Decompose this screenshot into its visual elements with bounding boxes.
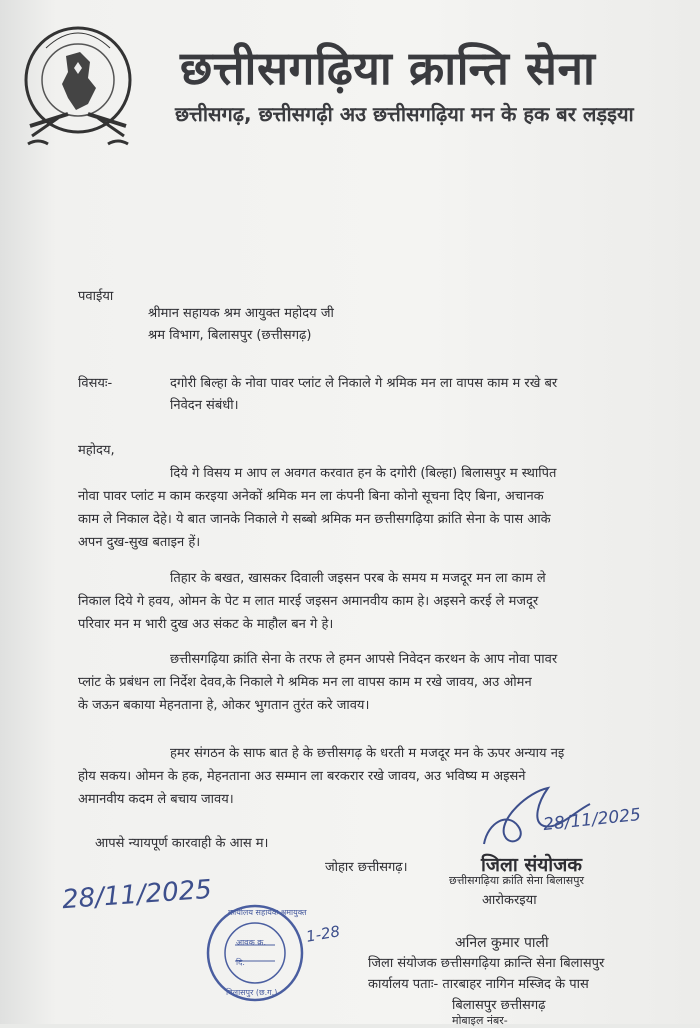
stamp-ring-text: कार्यालय सहायक श्रमायुक्त — [228, 908, 307, 917]
paragraph-line: काम ले निकाल देहे। ये बात जानके निकाले गे सब्बो श्रमिक मन छत्तीसगढ़िया क्रांति सेना के पास आके — [78, 512, 551, 527]
paragraph-line: अपन दुख-सुख बताइन हें। — [78, 535, 201, 550]
signatory-name: अनिल कुमार पाली — [455, 935, 549, 951]
paragraph-3 — [78, 648, 557, 717]
paragraph-line: निकाल दिये गे हवय, ओमन के पेट म लात मारई जइसन अमानवीय काम हे। अइसने करई ले मजदूर — [78, 594, 539, 609]
paragraph-line: दिये गे विसय म आप ल अवगत करवात हन के दगोरी (बिल्हा) बिलासपुर म स्थापित — [170, 466, 557, 481]
handwritten-date: 28/11/2025 — [61, 874, 213, 916]
paragraph-1 — [78, 462, 556, 554]
subject-line-1: दगोरी बिल्हा के नोवा पावर प्लांट ले निकाले गे श्रमिक मन ला वापस काम म रखे बर — [170, 376, 558, 391]
paragraph-line: अमानवीय कदम ले बचाय जावय। — [78, 792, 234, 807]
paragraph-line: होय सकय। ओमन के हक, मेहनताना अउ सम्मान ला बरकरार रखे जावय, अउ भविष्य म अइसने — [78, 769, 526, 784]
paragraph-line: के जऊन बकाया मेहनताना हे, ओकर भुगतान तुरंत करे जावय। — [78, 698, 370, 713]
organization-name: छत्तीसगढ़िया क्रान्ति सेना — [180, 41, 596, 95]
organization-tagline: छत्तीसगढ़, छत्तीसगढ़ी अउ छत्तीसगढ़िया मन के हक बर लड़इया — [175, 102, 634, 126]
recipient-line-1: श्रीमान सहायक श्रम आयुक्त महोदय जी — [148, 306, 334, 321]
signature-date: 28/11/2025 — [542, 804, 642, 836]
stamp-inner-line-1: आवक क्र. — [236, 938, 266, 947]
signatory-designation: जिला संयोजक छत्तीसगढ़िया क्रान्ति सेना बिलासपुर — [368, 956, 605, 971]
closing-line: आपसे न्यायपूर्ण कारवाही के आस म। — [95, 836, 269, 851]
signatory-place: आरोकरइया — [482, 893, 537, 908]
paragraph-line: प्लांट के प्रबंधन ला निर्देश देवव,के निकाले गे श्रमिक मन ला वापस काम म रखे जावय, अउ ओमन — [78, 675, 532, 690]
organization-logo-icon — [18, 18, 138, 163]
subject-label: विसयः- — [78, 376, 113, 391]
johar-line: जोहार छत्तीसगढ़। — [325, 860, 408, 875]
subject-line-2: निवेदन संबंधी। — [170, 398, 239, 413]
signatory-org: छत्तीसगढ़िया क्रांति सेना बिलासपुर — [449, 874, 584, 887]
paragraph-2 — [78, 567, 546, 636]
paragraph-line: तिहार के बखत, खासकर दिवाली जइसन परब के समय म मजदूर मन ला काम ले — [170, 571, 546, 586]
paragraph-line: नोवा पावर प्लांट म काम करइया अनेकों श्रमिक मन ला कंपनी बिना कोनो सूचना दिए बिना, अचानक — [78, 489, 544, 504]
greeting: महोदय, — [78, 443, 115, 458]
signatory-title: जिला संयोजक — [481, 854, 582, 876]
paragraph-line: हमर संगठन के साफ बात हे के छत्तीसगढ़ के धरती म मजदूर मन के ऊपर अन्याय नइ — [170, 746, 565, 761]
to-label: पवाईया — [78, 289, 114, 304]
stamp-city: बिलासपुर (छ.ग.) — [226, 988, 278, 997]
mobile-label: मोबाइल नंबर- — [452, 1014, 508, 1027]
stamp-initials: 1-28 — [304, 922, 342, 946]
paragraph-line: छत्तीसगढ़िया क्रांति सेना के तरफ ले हमन आपसे निवेदन करथन के आप नोवा पावर — [170, 652, 558, 667]
recipient-line-2: श्रम विभाग, बिलासपुर (छत्तीसगढ़) — [148, 328, 312, 343]
office-address-2: बिलासपुर छत्तीसगढ़ — [452, 998, 546, 1013]
stamp-inner-line-2: दि. — [236, 958, 245, 967]
paragraph-line: परिवार मन म भारी दुख अउ संकट के माहौल बन गे हे। — [78, 617, 334, 632]
office-address-1: कार्यालय पताः- तारबाहर नागिन मस्जिद के पास — [368, 977, 589, 992]
